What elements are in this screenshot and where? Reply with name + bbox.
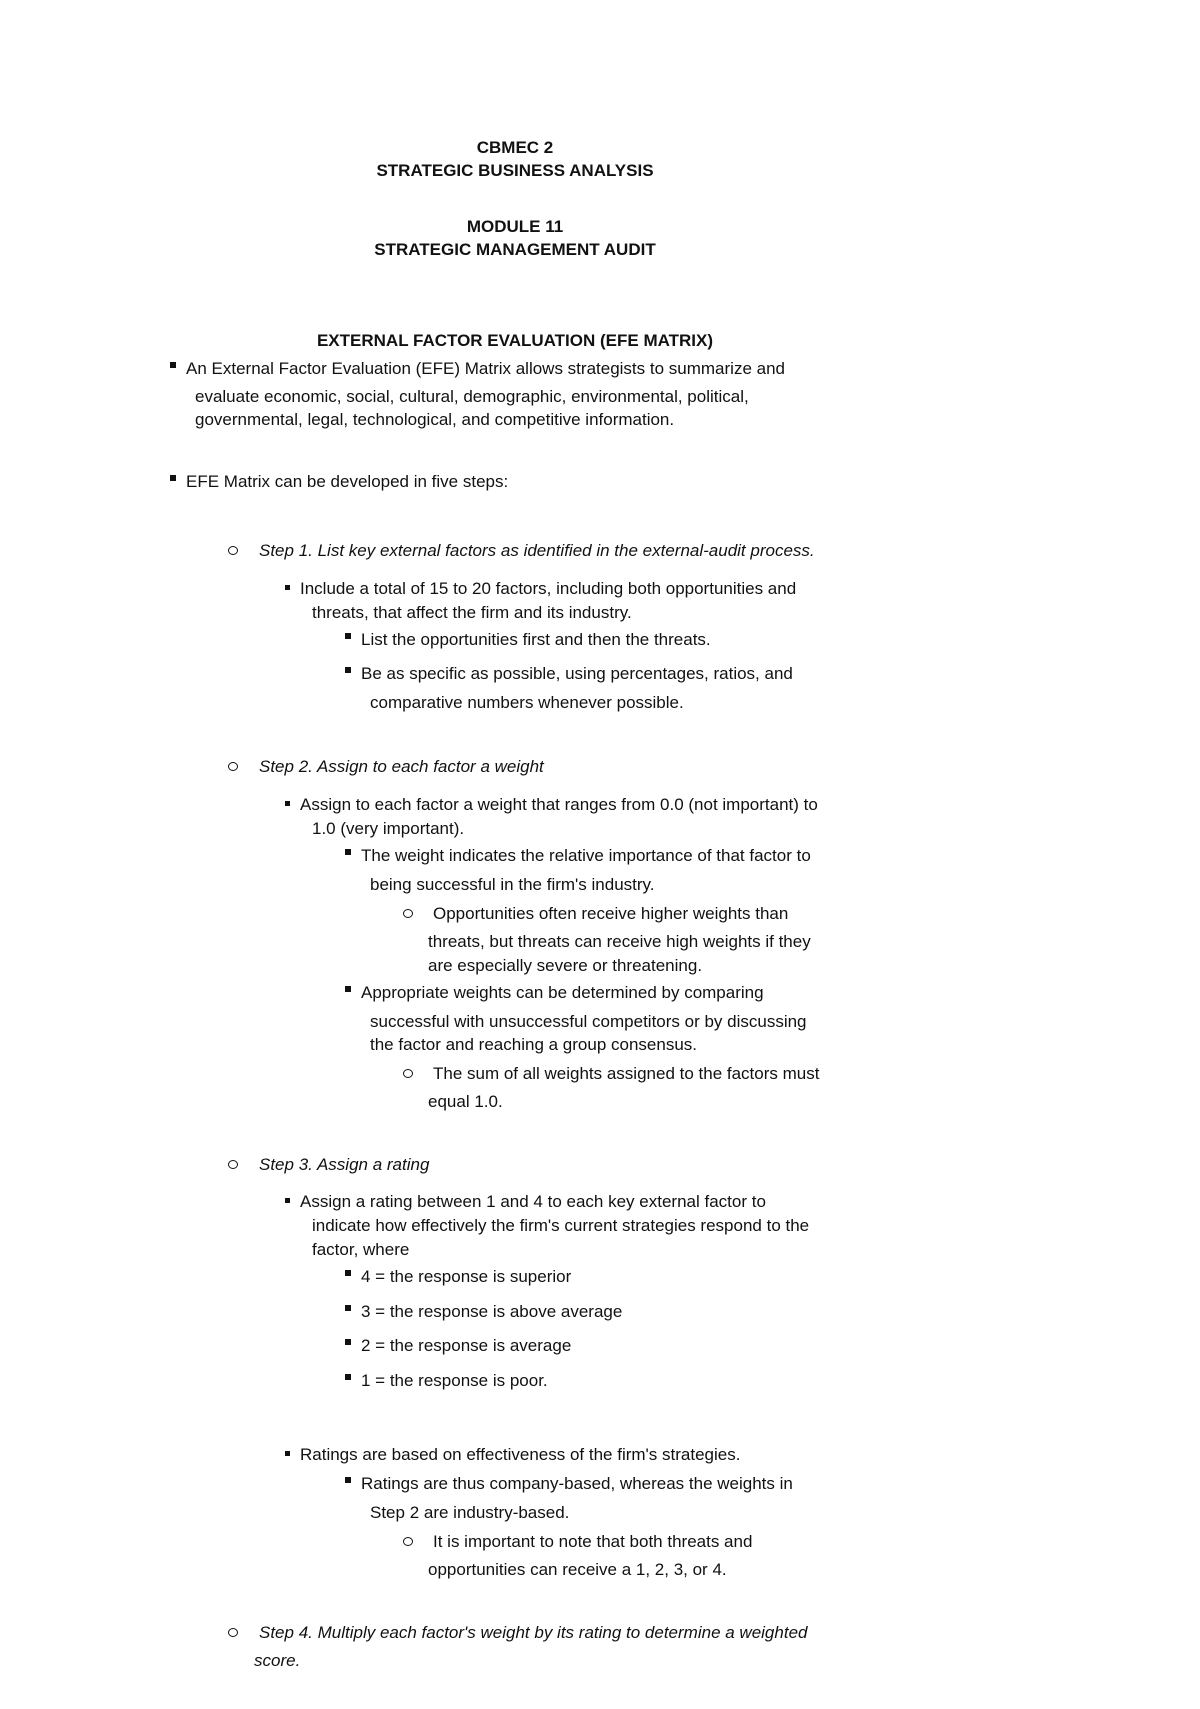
square-bullet-icon bbox=[345, 849, 351, 855]
section-title: EXTERNAL FACTOR EVALUATION (EFE MATRIX) bbox=[316, 331, 714, 350]
square-bullet-icon bbox=[345, 986, 351, 992]
step3-point-line-3: factor, where bbox=[312, 1240, 410, 1259]
square-bullet-icon bbox=[285, 1198, 290, 1203]
step3-sub-line-2: Step 2 are industry-based. bbox=[370, 1503, 570, 1522]
step1-point-line-2: threats, that affect the firm and its industry. bbox=[312, 603, 632, 622]
square-bullet-icon bbox=[345, 1305, 351, 1311]
step4-title-line-2: score. bbox=[254, 1651, 301, 1670]
step2-point-line-1: Assign to each factor a weight that ranges from 0.0 (not important) to bbox=[300, 795, 818, 814]
step2-sub1-line-1: The weight indicates the relative importance of that factor to bbox=[361, 846, 811, 865]
square-bullet-icon bbox=[285, 801, 290, 806]
square-bullet-icon bbox=[345, 667, 351, 673]
circle-bullet-icon bbox=[403, 909, 413, 918]
square-bullet-icon bbox=[345, 1270, 351, 1276]
step1-sub1: List the opportunities first and then the threats. bbox=[361, 630, 711, 649]
square-bullet-icon bbox=[345, 633, 351, 639]
rating-1: 1 = the response is poor. bbox=[361, 1371, 548, 1390]
step4-title-line-1: Step 4. Multiply each factor's weight by its rating to determine a weighted bbox=[259, 1623, 808, 1642]
rating-3: 3 = the response is above average bbox=[361, 1302, 623, 1321]
square-bullet-icon bbox=[285, 1451, 290, 1456]
step3-point2: Ratings are based on effectiveness of the firm's strategies. bbox=[300, 1445, 741, 1464]
square-bullet-icon bbox=[170, 362, 176, 368]
step2-sub2-line-1: Appropriate weights can be determined by comparing bbox=[361, 983, 764, 1002]
step2-sub1-note-line-1: Opportunities often receive higher weights than bbox=[433, 904, 789, 923]
module-number: MODULE 11 bbox=[466, 217, 564, 236]
step3-sub-line-1: Ratings are thus company-based, whereas the weights in bbox=[361, 1474, 793, 1493]
course-code: CBMEC 2 bbox=[476, 138, 554, 157]
step2-sub2-line-3: the factor and reaching a group consensus. bbox=[370, 1035, 697, 1054]
square-bullet-icon bbox=[345, 1339, 351, 1345]
course-title: STRATEGIC BUSINESS ANALYSIS bbox=[376, 161, 654, 180]
circle-bullet-icon bbox=[228, 762, 238, 771]
rating-4: 4 = the response is superior bbox=[361, 1267, 572, 1286]
step3-point-line-1: Assign a rating between 1 and 4 to each key external factor to bbox=[300, 1192, 766, 1211]
step2-point-line-2: 1.0 (very important). bbox=[312, 819, 465, 838]
step1-sub2-line-2: comparative numbers whenever possible. bbox=[370, 693, 684, 712]
step1-title: Step 1. List key external factors as identified in the external-audit process. bbox=[259, 541, 815, 560]
step2-sub2-note-line-1: The sum of all weights assigned to the factors must bbox=[433, 1064, 820, 1083]
step1-sub2-line-1: Be as specific as possible, using percentages, ratios, and bbox=[361, 664, 793, 683]
circle-bullet-icon bbox=[228, 1628, 238, 1637]
step2-sub2-line-2: successful with unsuccessful competitors or by discussing bbox=[370, 1012, 807, 1031]
intro-line-3: governmental, legal, technological, and competitive information. bbox=[195, 410, 675, 429]
circle-bullet-icon bbox=[228, 546, 238, 555]
square-bullet-icon bbox=[285, 585, 290, 590]
step3-point-line-2: indicate how effectively the firm's current strategies respond to the bbox=[312, 1216, 810, 1235]
intro-line-2: evaluate economic, social, cultural, demographic, environmental, political, bbox=[195, 387, 749, 406]
step2-sub2-note-line-2: equal 1.0. bbox=[428, 1092, 503, 1111]
circle-bullet-icon bbox=[403, 1069, 413, 1078]
step2-sub1-note-line-2: threats, but threats can receive high weights if they bbox=[428, 932, 811, 951]
intro-line-1: An External Factor Evaluation (EFE) Matrix allows strategists to summarize and bbox=[186, 359, 785, 378]
step3-sub-note-line-1: It is important to note that both threats and bbox=[433, 1532, 753, 1551]
circle-bullet-icon bbox=[228, 1160, 238, 1169]
step2-title: Step 2. Assign to each factor a weight bbox=[259, 757, 544, 776]
steps-intro: EFE Matrix can be developed in five steps: bbox=[186, 472, 509, 491]
step3-title: Step 3. Assign a rating bbox=[259, 1155, 430, 1174]
square-bullet-icon bbox=[345, 1477, 351, 1483]
rating-2: 2 = the response is average bbox=[361, 1336, 572, 1355]
step3-sub-note-line-2: opportunities can receive a 1, 2, 3, or 4. bbox=[428, 1560, 727, 1579]
step2-sub1-note-line-3: are especially severe or threatening. bbox=[428, 956, 703, 975]
square-bullet-icon bbox=[170, 475, 176, 481]
square-bullet-icon bbox=[345, 1374, 351, 1380]
step1-point-line-1: Include a total of 15 to 20 factors, including both opportunities and bbox=[300, 579, 797, 598]
step2-sub1-line-2: being successful in the firm's industry. bbox=[370, 875, 655, 894]
circle-bullet-icon bbox=[403, 1537, 413, 1546]
module-title: STRATEGIC MANAGEMENT AUDIT bbox=[374, 240, 656, 259]
